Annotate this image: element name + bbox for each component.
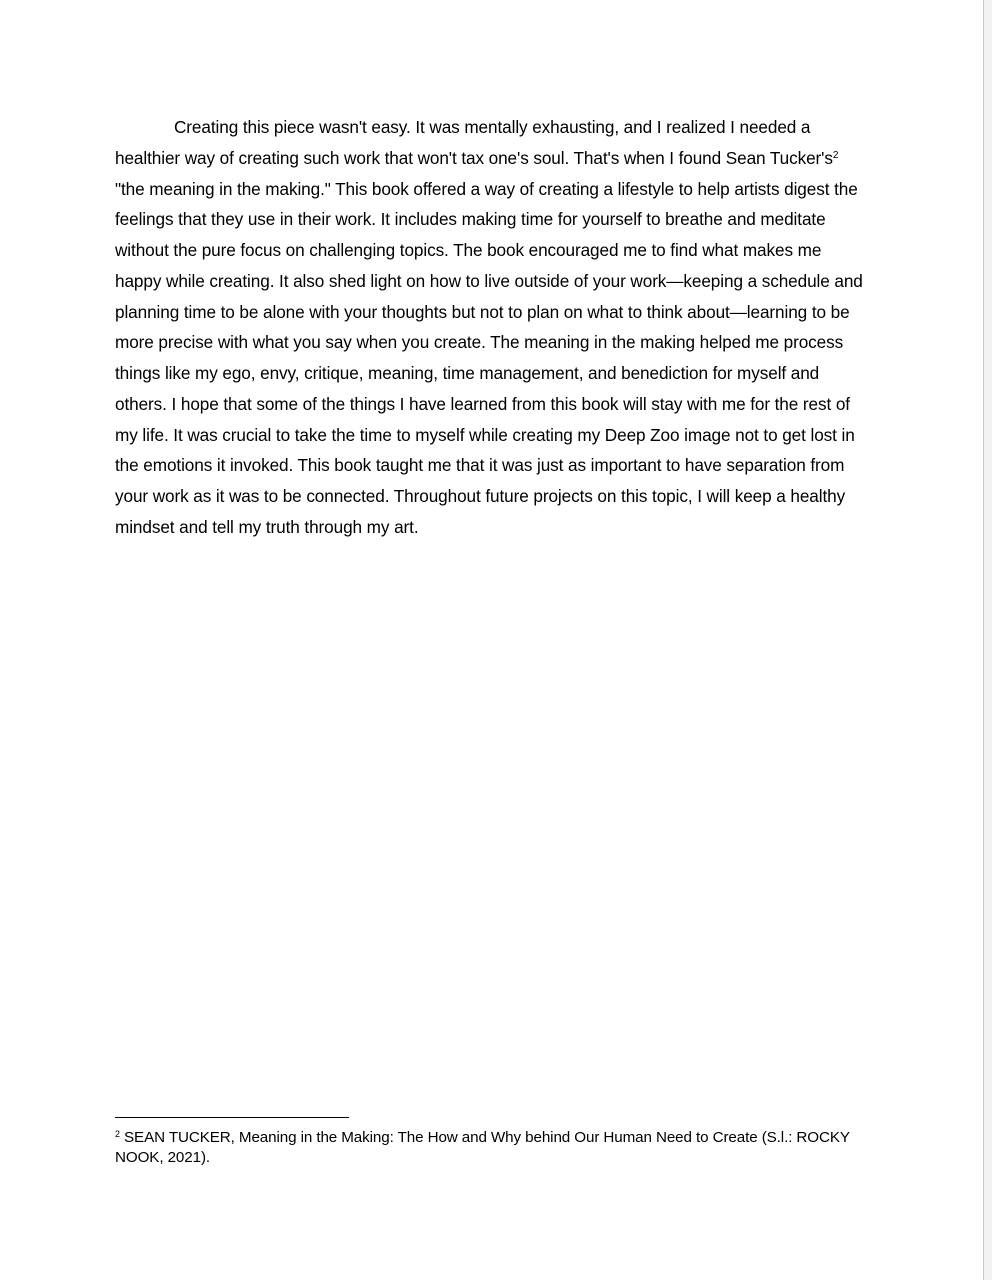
body-text-after-reference: "the meaning in the making." This book offered a way of creating a lifestyle to help artists digest the feelings that they use in their work. It includes making time for yourself to breathe and meditate without the pure focus on challenging topics. The book encouraged me to find what makes me happy while creating. It also shed light on how to live outside of your work—keeping a schedule and planning time to be alone with your thoughts but not to plan on what to think about—learning to be more precise with what you say when you create. The meaning in the making helped me process things like my ego, envy, critique, meaning, time management, and benediction for myself and others. I hope that some of the things I have learned from this book will stay with me for the rest of my life. It was crucial to take the time to myself while creating my Deep Zoo image not to get lost in the emotions it invoked. This book taught me that it was just as important to have separation from your work as it was to be connected. Throughout future projects on this topic, I will keep a healthy mindset and tell my truth through my art. (115, 178, 863, 537)
footnote-reference: 2 (832, 149, 839, 161)
footnote-number: 2 (115, 1129, 120, 1139)
footnote (115, 1128, 870, 1168)
footnote-text: SEAN TUCKER, Meaning in the Making: The How and Why behind Our Human Need to Create (S.l.: ROCKY NOOK, 2021). (115, 1129, 850, 1166)
body-paragraph (115, 112, 870, 543)
footnote-separator (115, 1117, 349, 1118)
page-gutter (984, 0, 992, 1280)
body-text-before-reference: Creating this piece wasn't easy. It was mentally exhausting, and I realized I needed a healthier way of creating such work that won't tax one's soul. That's when I found Sean Tucker's (115, 117, 833, 168)
